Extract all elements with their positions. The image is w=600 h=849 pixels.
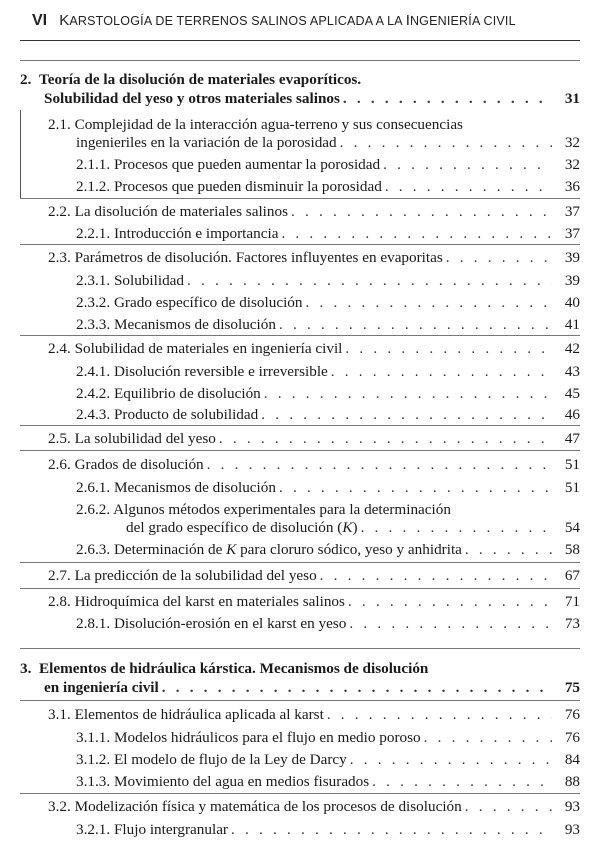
toc-entry-title: Mecanismos de disolución: [113, 316, 276, 333]
toc-entry-number: 2.4.: [48, 340, 71, 357]
leader-dots: [306, 293, 553, 312]
leader-dots: [279, 315, 552, 334]
leader-dots: [340, 133, 552, 152]
toc-page-number: 76: [564, 706, 580, 723]
toc-entry-number: 3.1.1.: [76, 729, 111, 746]
toc-entry-2-8[interactable]: [48, 592, 580, 611]
toc-entry-2-2-1[interactable]: [76, 224, 580, 243]
running-header: [32, 10, 572, 32]
toc-page-number: 42: [564, 340, 580, 357]
toc-page-number: 37: [564, 225, 580, 242]
leader-dots: [372, 772, 552, 791]
leader-dots: [383, 155, 552, 174]
toc-entry-number: 3.2.: [48, 798, 71, 815]
toc-entry-number: 3.1.2.: [76, 751, 111, 768]
toc-entry-2-6-2[interactable]: [126, 518, 580, 537]
toc-page-number: 41: [564, 316, 580, 333]
toc-entry-3-1[interactable]: [48, 705, 580, 724]
toc-page-number: 51: [564, 479, 580, 496]
toc-entry-2-3-3[interactable]: [76, 315, 580, 334]
leader-dots: [320, 566, 552, 585]
toc-entry-title-line1: Complejidad de la interacción agua-terreno y sus consecuencias: [74, 116, 463, 133]
toc-entry-2-3-1[interactable]: [76, 271, 580, 290]
toc-entry-number: 3.1.3.: [76, 773, 111, 790]
toc-entry-2-1-2[interactable]: [76, 177, 580, 196]
toc-entry-title: Disolución-erosión en el karst en yeso: [113, 615, 347, 632]
toc-entry-title: La disolución de materiales salinos: [74, 203, 288, 220]
leader-dots: [349, 614, 552, 633]
toc-page-number: 39: [564, 272, 580, 289]
leader-dots: [162, 678, 552, 697]
section-divider: [20, 425, 580, 426]
section-divider: [20, 562, 580, 563]
section-divider: [20, 60, 580, 61]
toc-page-number: 43: [564, 363, 580, 380]
toc-entry-2-6[interactable]: [48, 455, 580, 474]
toc-page-number: 58: [564, 541, 580, 558]
leader-dots: [207, 455, 552, 474]
toc-entry-title: Hidroquímica del karst en materiales salinos: [74, 593, 345, 610]
toc-entry-title-line1: Algunos métodos experimentales para la determinación: [113, 501, 451, 518]
toc-entry-2-5[interactable]: [48, 429, 580, 448]
toc-entry-title: Grado específico de disolución: [113, 294, 303, 311]
toc-entry-2-7[interactable]: [48, 566, 580, 585]
toc-entry-number: 2.3.1.: [76, 272, 111, 289]
toc-entry-number: 2.6.3.: [76, 541, 111, 558]
toc-title-text: del grado específico de disolución (: [126, 519, 343, 536]
toc-entry-number: 2.5.: [48, 430, 71, 447]
leader-dots: [187, 271, 552, 290]
toc-page-number: 39: [564, 249, 580, 266]
leader-dots: [424, 728, 552, 747]
toc-entry-number: 2.4.1.: [76, 363, 111, 380]
toc-page-number: 40: [564, 294, 580, 311]
toc-entry-2-4-1[interactable]: [76, 362, 580, 381]
toc-title-text: Determinación de: [113, 541, 227, 558]
leader-dots: [446, 248, 552, 267]
toc-title-text: para cloruro sódico, yeso y anhidrita: [236, 541, 462, 558]
leader-dots: [348, 592, 552, 611]
toc-2-6-2-line1: [76, 500, 451, 519]
toc-chapter-2-title-line2: Solubilidad del yeso y otros materiales salinos: [44, 90, 340, 107]
toc-entry-title: Disolución reversible e irreversible: [113, 363, 328, 380]
leader-dots: [361, 518, 552, 537]
section-divider: [20, 198, 580, 199]
toc-page-number: 76: [564, 729, 580, 746]
toc-page-number: 54: [564, 519, 580, 536]
toc-title-italic: K: [226, 541, 237, 558]
section-divider: [20, 648, 580, 649]
section-bar: [20, 110, 21, 198]
toc-entry-2-6-3[interactable]: [76, 540, 580, 559]
toc-2-1-line1: [48, 115, 463, 134]
toc-entry-title: Grados de disolución: [74, 456, 204, 473]
toc-entry-number: 3.1.: [48, 706, 71, 723]
leader-dots: [327, 705, 552, 724]
leader-dots: [261, 405, 552, 424]
toc-entry-title: El modelo de flujo de la Ley de Darcy: [113, 751, 347, 768]
toc-page-number: 67: [564, 567, 580, 584]
toc-entry-title: [114, 540, 462, 559]
toc-entry-2-1[interactable]: [76, 133, 580, 152]
toc-chapter-2[interactable]: [44, 89, 580, 108]
toc-entry-title: La predicción de la solubilidad del yeso: [74, 567, 317, 584]
toc-entry-number: 2.2.1.: [76, 225, 111, 242]
toc-page-number: 71: [564, 593, 580, 610]
toc-entry-title: Parámetros de disolución. Factores influyentes en evaporitas: [74, 249, 443, 266]
toc-entry-number: 2.6.2.: [76, 501, 111, 518]
toc-entry-title: Equilibrio de disolución: [113, 385, 261, 402]
toc-entry-title: Movimiento del agua en medios fisurados: [113, 773, 370, 790]
toc-chapter-2-title-line1: Teoría de la disolución de materiales evaporíticos.: [38, 71, 362, 88]
toc-entry-number: 2.6.: [48, 456, 71, 473]
toc-page-number: 46: [564, 406, 580, 423]
leader-dots: [264, 384, 552, 403]
toc-entry-number: 2.3.: [48, 249, 71, 266]
leader-dots: [385, 177, 552, 196]
section-divider: [20, 244, 580, 245]
toc-page-number: 45: [564, 385, 580, 402]
leader-dots: [279, 478, 552, 497]
toc-entry-3-2-1[interactable]: [76, 820, 580, 839]
toc-entry-3-1-1[interactable]: [76, 728, 580, 747]
toc-entry-title-line2: ingenieriles en la variación de la porosidad: [76, 134, 337, 151]
toc-entry-title-line2: [126, 518, 358, 537]
toc-entry-number: 2.4.2.: [76, 385, 111, 402]
toc-entry-number: 2.1.: [48, 116, 71, 133]
toc-entry-title: Solubilidad de materiales en ingeniería civil: [74, 340, 343, 357]
leader-dots: [465, 797, 552, 816]
toc-entry-2-1-1[interactable]: [76, 155, 580, 174]
toc-page-number: 88: [564, 773, 580, 790]
section-divider: [20, 793, 580, 794]
toc-entry-title: Introducción e importancia: [113, 225, 279, 242]
toc-entry-2-6-1[interactable]: [76, 478, 580, 497]
toc-entry-title: Solubilidad: [113, 272, 185, 289]
toc-page-number: 84: [564, 751, 580, 768]
toc-chapter-3-number: 3.: [20, 660, 32, 677]
toc-entry-title: Flujo intergranular: [113, 821, 228, 838]
header-title-initial-1: K: [59, 12, 70, 29]
toc-page-number: 51: [564, 456, 580, 473]
toc-entry-title: Mecanismos de disolución: [113, 479, 276, 496]
toc-page-number: 73: [564, 615, 580, 632]
toc-entry-title: Elementos de hidráulica aplicada al karst: [74, 706, 324, 723]
toc-page-number: 32: [564, 156, 580, 173]
toc-title-italic: K: [342, 519, 353, 536]
toc-entry-title: Modelización física y matemática de los procesos de disolución: [74, 798, 462, 815]
toc-entry-number: 2.3.3.: [76, 316, 111, 333]
leader-dots: [281, 224, 552, 243]
toc-entry-number: 2.7.: [48, 567, 71, 584]
leader-dots: [219, 429, 552, 448]
leader-dots: [350, 750, 552, 769]
toc-entry-2-4-3[interactable]: [76, 405, 580, 424]
leader-dots: [331, 362, 552, 381]
toc-chapter-3-line1: [20, 659, 428, 678]
toc-page-number: 36: [564, 178, 580, 195]
toc-entry-3-1-3[interactable]: [76, 772, 580, 791]
toc-entry-number: 2.8.: [48, 593, 71, 610]
toc-chapter-2-number: 2.: [20, 71, 32, 88]
header-title-initial-2: I: [405, 12, 410, 29]
toc-entry-number: 2.3.2.: [76, 294, 111, 311]
toc-entry-2-3-2[interactable]: [76, 293, 580, 312]
section-divider: [20, 335, 580, 336]
header-title-part-2: NGENIERÍA CIVIL: [409, 14, 516, 28]
toc-entry-number: 2.4.3.: [76, 406, 111, 423]
toc-entry-number: 2.6.1.: [76, 479, 111, 496]
toc-entry-number: 2.8.1.: [76, 615, 111, 632]
toc-page-number: 93: [564, 821, 580, 838]
toc-entry-title: Procesos que pueden aumentar la porosidad: [113, 156, 381, 173]
header-title-part-1: ARSTOLOGÍA DE TERRENOS SALINOS APLICADA A LA: [69, 14, 406, 28]
toc-entry-2-4[interactable]: [48, 339, 580, 358]
toc-entry-2-2[interactable]: [48, 202, 580, 221]
leader-dots: [343, 89, 552, 108]
toc-entry-3-2[interactable]: [48, 797, 580, 816]
toc-entry-3-1-2[interactable]: [76, 750, 580, 769]
header-rule: [20, 40, 580, 41]
toc-entry-title: Producto de solubilidad: [113, 406, 259, 423]
section-divider: [20, 450, 580, 451]
toc-chapter-3-title-line2: en ingeniería civil: [44, 679, 159, 696]
toc-entry-2-4-2[interactable]: [76, 384, 580, 403]
toc-page-number: 37: [564, 203, 580, 220]
toc-page-number: 47: [564, 430, 580, 447]
toc-entry-title: La solubilidad del yeso: [74, 430, 216, 447]
toc-chapter-3[interactable]: [44, 678, 580, 697]
leader-dots: [345, 339, 552, 358]
header-chapter-number: VI: [32, 12, 48, 29]
toc-page-number: 93: [564, 798, 580, 815]
toc-entry-title: Procesos que pueden disminuir la porosidad: [113, 178, 382, 195]
toc-page-number: 32: [564, 134, 580, 151]
toc-page-number: 31: [564, 90, 580, 107]
toc-chapter-3-title-line1: Elementos de hidráulica kárstica. Mecanismos de disolución: [38, 660, 429, 677]
section-divider: [20, 700, 580, 701]
leader-dots: [465, 540, 552, 559]
toc-chapter-2-line1: [20, 70, 361, 89]
toc-title-text: ): [352, 519, 358, 536]
toc-page-number: 75: [564, 679, 580, 696]
toc-entry-number: 2.2.: [48, 203, 71, 220]
leader-dots: [231, 820, 552, 839]
toc-entry-title: Modelos hidráulicos para el flujo en medio poroso: [113, 729, 421, 746]
leader-dots: [291, 202, 552, 221]
toc-entry-2-8-1[interactable]: [76, 614, 580, 633]
toc-entry-2-3[interactable]: [48, 248, 580, 267]
toc-entry-number: 2.1.1.: [76, 156, 111, 173]
section-divider: [20, 588, 580, 589]
toc-entry-number: 3.2.1.: [76, 821, 111, 838]
toc-entry-number: 2.1.2.: [76, 178, 111, 195]
